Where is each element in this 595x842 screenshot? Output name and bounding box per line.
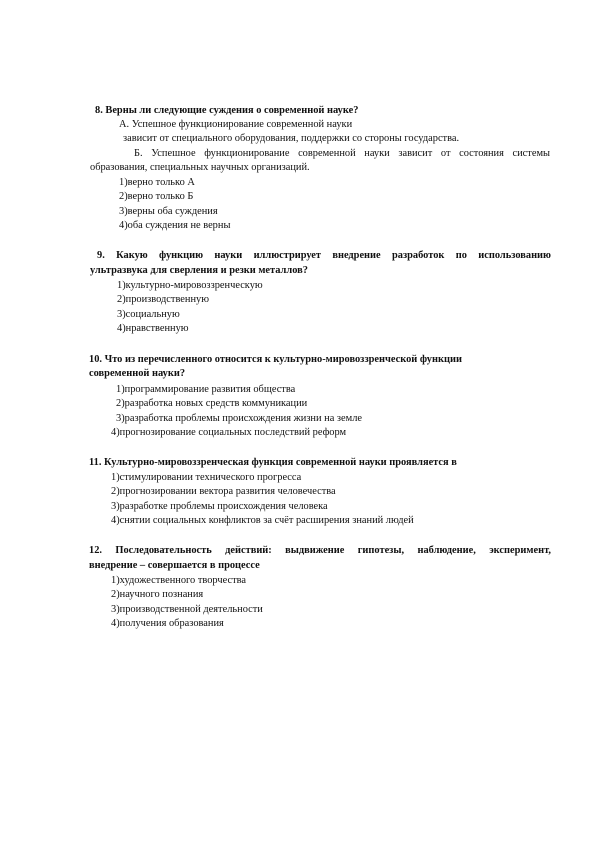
question-9-option-1: 1)культурно-мировоззренческую xyxy=(117,280,263,291)
question-12-option-4: 4)получения образования xyxy=(111,618,224,629)
question-8-option-2: 2)верно только Б xyxy=(119,191,194,202)
question-12-option-1: 1)художественного творчества xyxy=(111,575,246,586)
question-8-statement-b-line-2: образования, специальных научных организаций. xyxy=(90,162,310,173)
question-9-option-2: 2)производственную xyxy=(117,294,209,305)
question-11-title: 11. Культурно-мировоззренческая функция современной науки проявляется в xyxy=(89,457,457,468)
question-10-title-line-2: современной науки? xyxy=(89,368,186,379)
question-8-option-1: 1)верно только А xyxy=(119,177,195,188)
question-12-option-3: 3)производственной деятельности xyxy=(111,604,263,615)
question-12-option-2: 2)научного познания xyxy=(111,589,204,600)
question-9-title-line-2: ультразвука для сверления и резки металлов? xyxy=(90,265,308,276)
question-8-option-4: 4)оба суждения не верны xyxy=(119,220,231,231)
question-12-title-line-2: внедрение – совершается в процессе xyxy=(89,560,260,571)
question-11-option-3: 3)разработке проблемы происхождения человека xyxy=(111,501,328,512)
question-9-title-line-1: 9. Какую функцию науки иллюстрирует внедрение разработок по использованию xyxy=(97,250,551,261)
question-11-option-1: 1)стимулировании технического прогресса xyxy=(111,472,302,483)
question-10-option-1: 1)программирование развития общества xyxy=(116,384,296,395)
question-8-statement-a-line-2: зависит от специального оборудования, поддержки со стороны государства. xyxy=(123,133,460,144)
question-11-option-2: 2)прогнозировании вектора развития человечества xyxy=(111,486,336,497)
question-11-option-4: 4)снятии социальных конфликтов за счёт расширения знаний людей xyxy=(111,515,414,526)
question-8-statement-b-line-1: Б. Успешное функционирование современной науки зависит от состояния системы xyxy=(134,148,550,159)
question-10-title-line-1: 10. Что из перечисленного относится к культурно-мировоззренческой функции xyxy=(89,354,462,365)
question-9-option-4: 4)нравственную xyxy=(117,323,189,334)
question-8-title: 8. Верны ли следующие суждения о современной науке? xyxy=(95,105,359,116)
question-12-title-line-1: 12. Последовательность действий: выдвижение гипотезы, наблюдение, эксперимент, xyxy=(89,545,551,556)
question-10-option-3: 3)разработка проблемы происхождения жизни на земле xyxy=(116,413,363,424)
question-10-option-2: 2)разработка новых средств коммуникации xyxy=(116,398,308,409)
question-9-option-3: 3)социальную xyxy=(117,309,180,320)
question-10-option-4: 4)прогнозирование социальных последствий реформ xyxy=(111,427,347,438)
question-8-option-3: 3)верны оба суждения xyxy=(119,206,218,217)
question-8-statement-a-line-1: А. Успешное функционирование современной науки xyxy=(119,119,353,130)
